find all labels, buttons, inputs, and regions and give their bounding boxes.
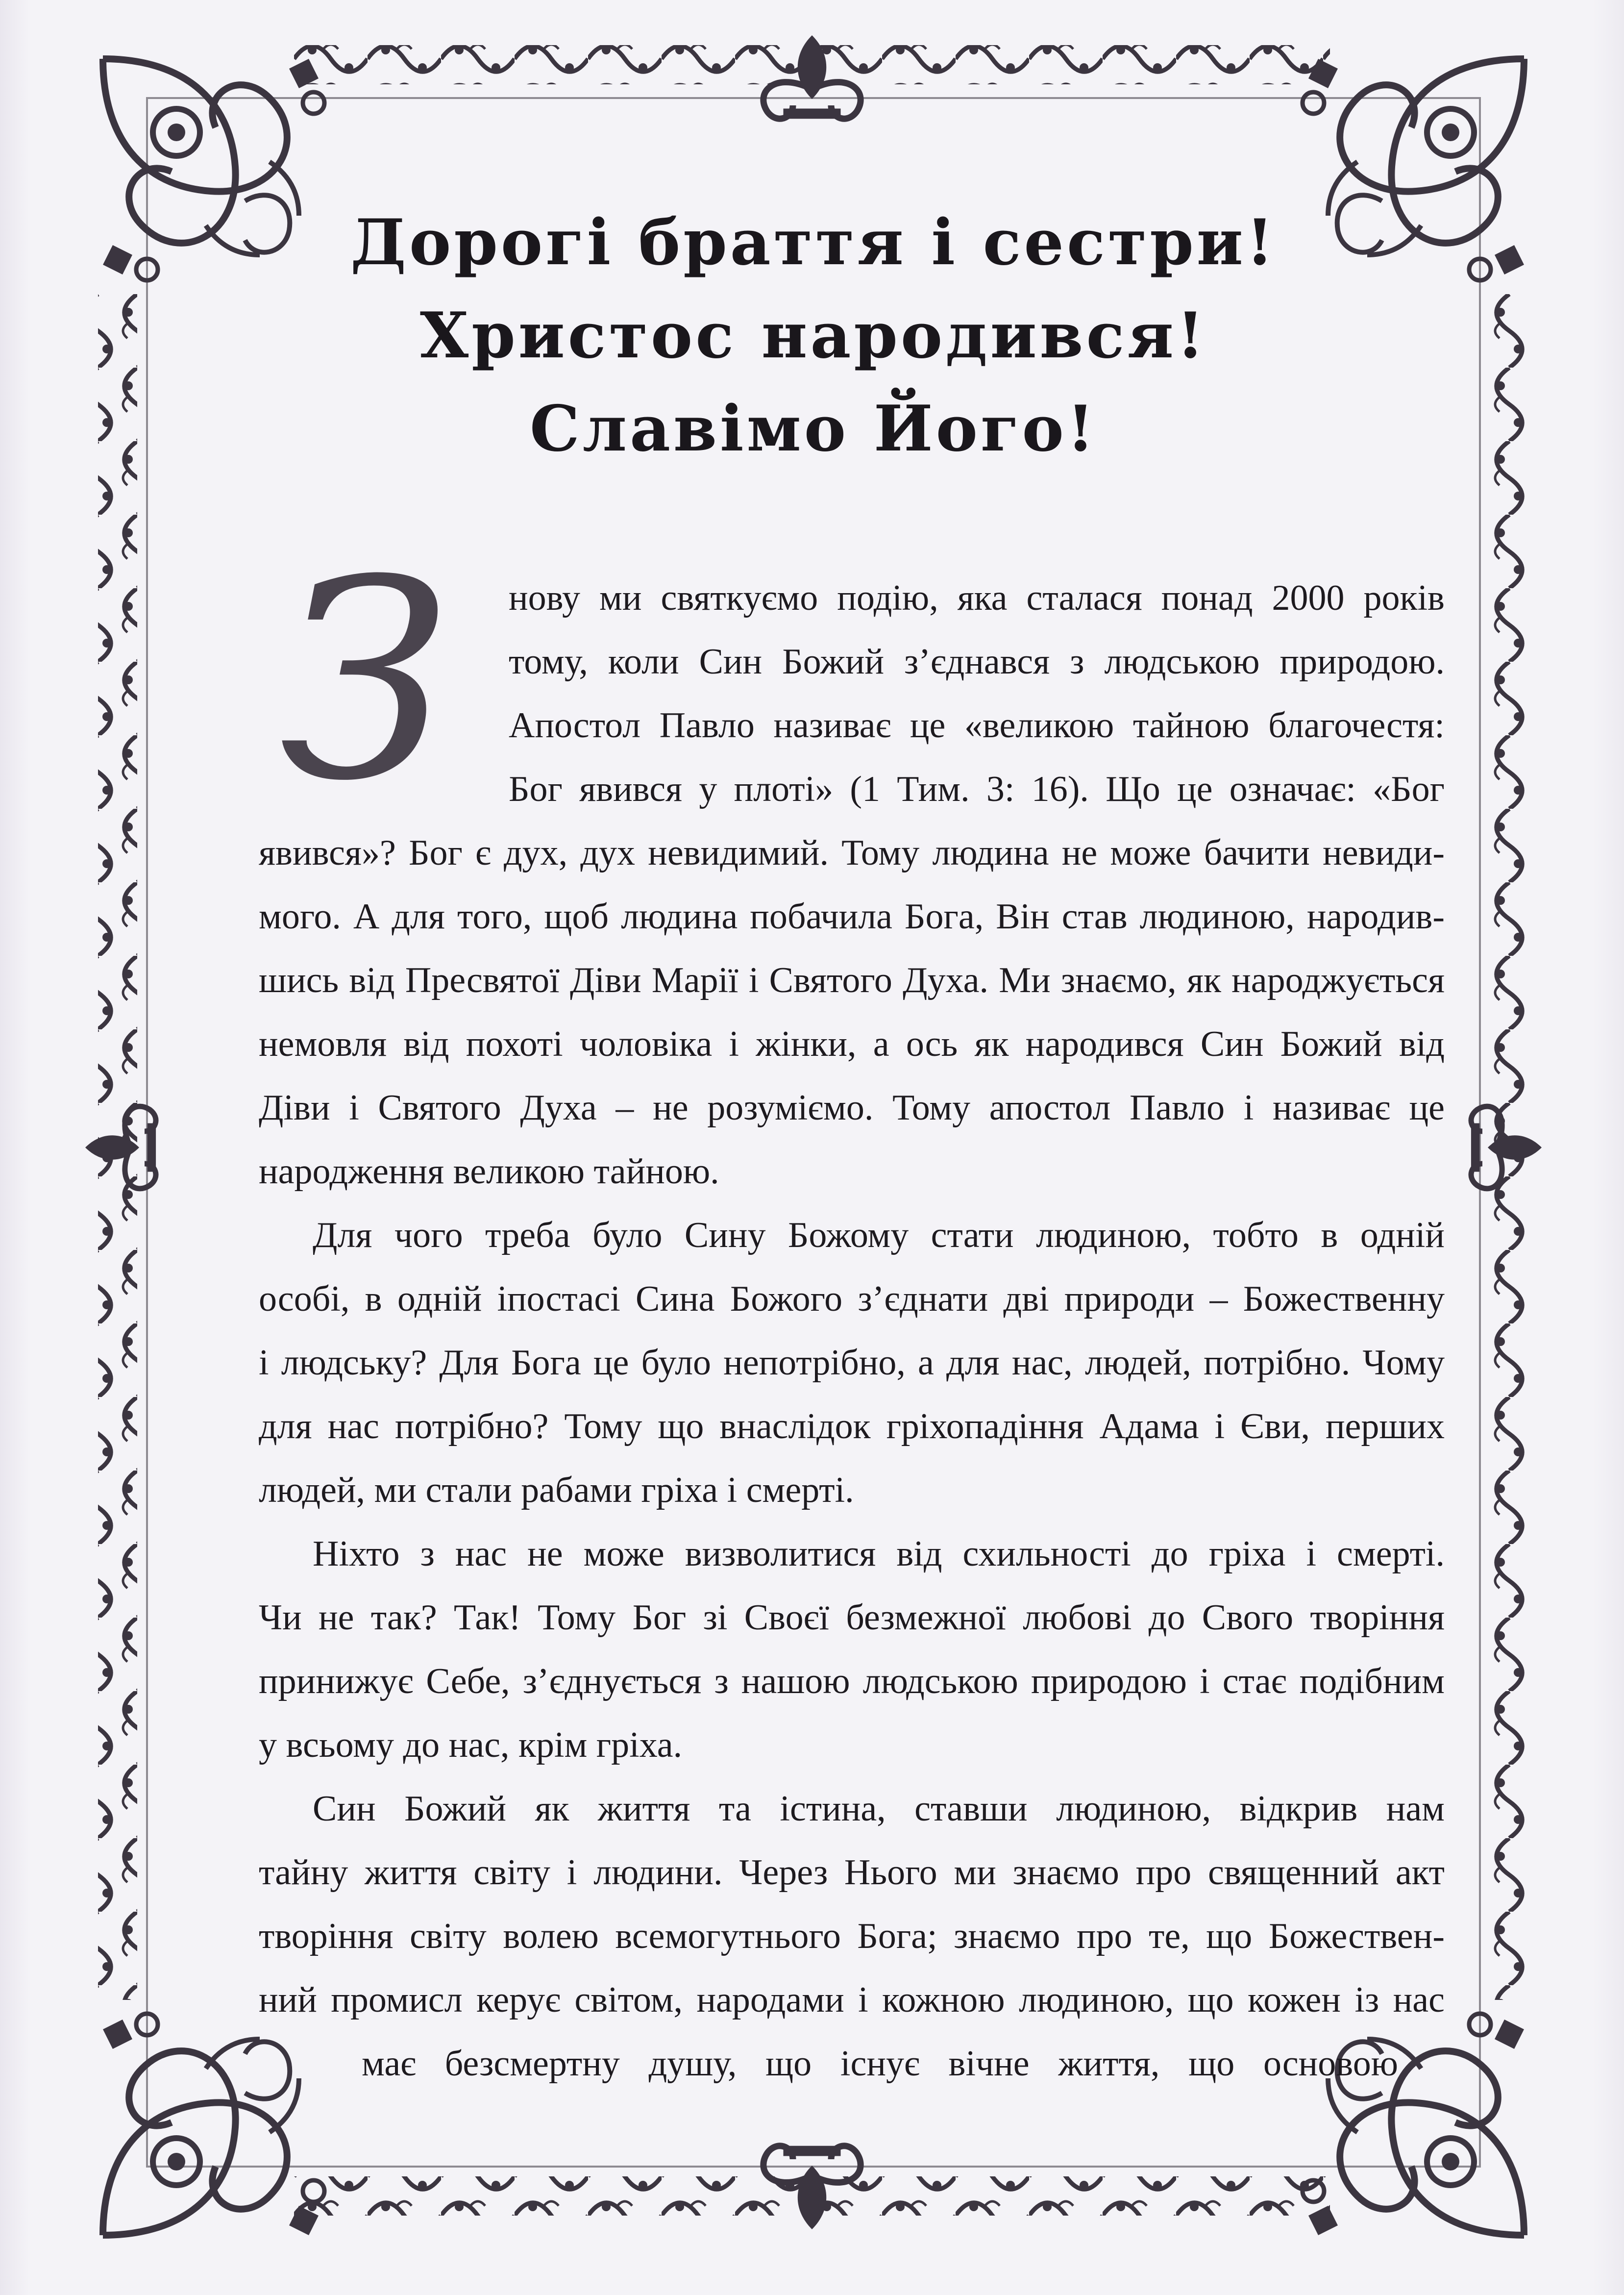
heading-line-2: Христос народився!	[419, 299, 1207, 373]
text-line: Чи не так? Так! Тому Бог зі Своєї безмежної любові до Свого творіння	[259, 1597, 1445, 1638]
text-line: тому, коли Син Божий з’єднався з людською природою.	[509, 642, 1445, 682]
text-line: тайну життя світу і людини. Через Нього ми знаємо про священний акт	[259, 1852, 1445, 1893]
text-line: Син Божий як життя та істина, ставши людиною, відкрив нам	[313, 1789, 1445, 1829]
text-line: творіння світу волею всемогутнього Бога; знаємо про те, що Божествен-	[259, 1916, 1445, 1956]
text-line: нову ми святкуємо подію, яка сталася понад 2000 років	[509, 578, 1445, 618]
text-line: особі, в одній іпостасі Сина Божого з’єднати дві природи – Божественну	[259, 1279, 1445, 1319]
text-line: має безсмертну душу, що існує вічне життя, що основою	[362, 2044, 1398, 2084]
text-line: шись від Пресвятої Діви Марії і Святого Духа. Ми знаємо, як народжується	[259, 960, 1445, 1000]
text-line: і людську? Для Бога це було непотрібно, а для нас, людей, потрібно. Чому	[259, 1343, 1445, 1383]
text-line: Бог явився у плоті» (1 Тим. 3: 16). Що це означає: «Бог	[509, 769, 1445, 809]
text-line: Апостол Павло називає це «великою тайною благочестя:	[509, 705, 1445, 746]
text-line: ний промисл керує світом, народами і кожною людиною, що кожен із нас	[259, 1980, 1445, 2020]
text-line: Ніхто з нас не може визволитися від схильності до гріха і смерті.	[313, 1534, 1445, 1574]
heading-line-1: Дорогі браття і сестри!	[350, 206, 1277, 279]
greeting-heading	[274, 196, 1353, 475]
heading-line-3: Славімо Його!	[529, 392, 1098, 466]
body-text	[259, 566, 1445, 2095]
text-line: Діви і Святого Духа – не розуміємо. Тому апостол Павло і називає це	[259, 1088, 1445, 1128]
text-line: явився»? Бог є дух, дух невидимий. Тому людина не може бачити невиди-	[259, 833, 1445, 873]
text-line: народження великою тайною.	[259, 1151, 719, 1192]
text-line: мого. А для того, щоб людина побачила Бога, Він став людиною, народив-	[259, 897, 1445, 937]
text-line: принижує Себе, з’єднується з нашою людською природою і стає подібним	[259, 1661, 1445, 1701]
text-line: Для чого треба було Сину Божому стати людиною, тобто в одній	[313, 1215, 1445, 1255]
text-line: для нас потрібно? Тому що внаслідок гріхопадіння Адама і Єви, перших	[259, 1406, 1445, 1447]
text-line: немовля від похоті чоловіка і жінки, а ось як народився Син Божий від	[259, 1024, 1445, 1064]
drop-cap-letter: З	[279, 522, 451, 841]
text-line: людей, ми стали рабами гріха і смерті.	[259, 1470, 854, 1510]
text-line: у всьому до нас, крім гріха.	[259, 1725, 683, 1765]
